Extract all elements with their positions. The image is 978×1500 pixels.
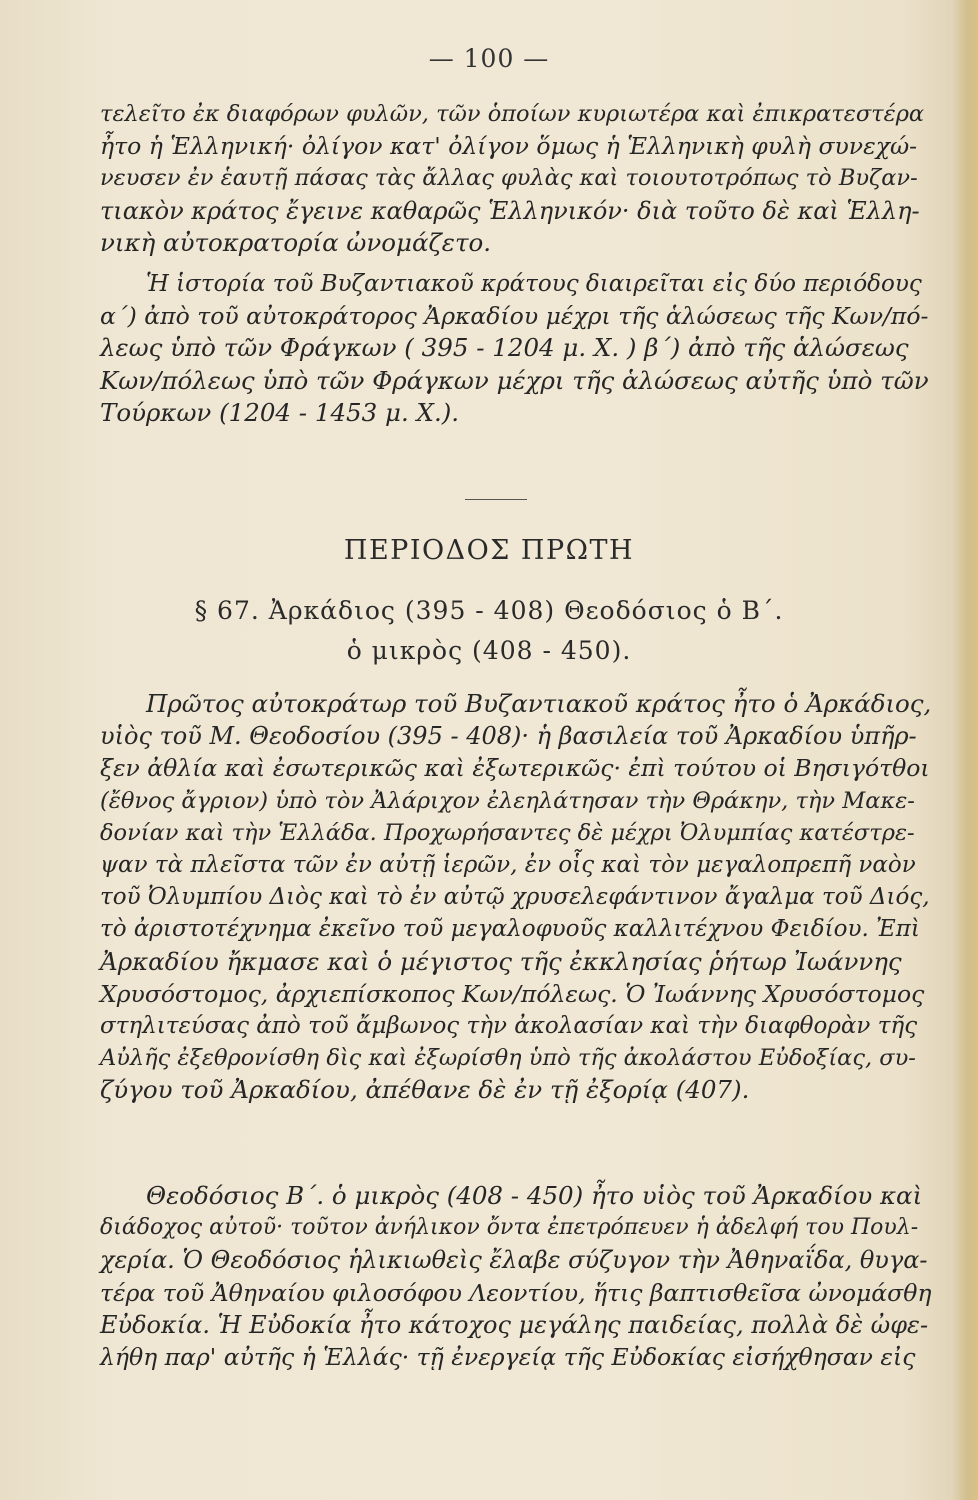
intro-paragraph	[100, 98, 930, 259]
text-line: Πρῶτος αὐτοκράτωρ τοῦ Βυζαντιακοῦ κράτος ἦτο ὁ Ἀρκάδιος,	[146, 689, 932, 718]
text-line: Εὐδοκία. Ἡ Εὐδοκία ἦτο κάτοχος μεγάλης παιδείας, πολλὰ δὲ ὠφε-	[100, 1310, 929, 1339]
text-line: τιακὸν κράτος ἔγεινε καθαρῶς Ἑλληνικόν· διὰ τοῦτο δὲ καὶ Ἑλλη-	[100, 196, 920, 225]
text-line: χερία. Ὁ Θεοδόσιος ἡλικιωθεὶς ἔλαβε σύζυγον τὴν Ἀθηναΐδα, θυγα-	[100, 1246, 928, 1275]
text-line: Αὐλῆς ἐξεθρονίσθη δὶς καὶ ἐξωρίσθη ὑπὸ τῆς ἀκολάστου Εὐδοξίας, συ-	[100, 1045, 916, 1072]
text-line: ἦτο ἡ Ἑλληνική· ὀλίγον κατ' ὀλίγον ὅμως ἡ Ἑλληνικὴ φυλὴ συνεχώ-	[100, 132, 918, 161]
section-title-line2: ὁ μικρὸς (408 - 450).	[346, 636, 632, 665]
text-line: Χρυσόστομος, ἀρχιεπίσκοπος Κων/πόλεως. Ὁ Ἰωάννης Χρυσόστομος	[100, 979, 925, 1008]
arcadius-paragraph	[100, 688, 930, 1107]
section-divider	[465, 499, 527, 500]
theodosius-paragraph	[100, 1180, 930, 1373]
text-line: λεως ὑπὸ τῶν Φράγκων ( 395 - 1204 μ. Χ. ) β΄) ἀπὸ τῆς ἁλώσεως	[100, 333, 909, 363]
text-line: ψαν τὰ πλεῖστα τῶν ἐν αὐτῇ ἱερῶν, ἐν οἷς καὶ τὸν μεγαλοπρεπῆ ναὸν	[100, 852, 916, 879]
text-line: νικὴ αὐτοκρατορία ὠνομάζετο.	[100, 227, 492, 257]
text-line: δονίαν καὶ τὴν Ἑλλάδα. Προχωρήσαντες δὲ μέχρι Ὀλυμπίας κατέστρε-	[100, 819, 915, 846]
text-line: α΄) ἀπὸ τοῦ αὐτοκράτορος Ἀρκαδίου μέχρι τῆς ἁλώσεως τῆς Κων/πό-	[100, 302, 929, 331]
section-title-line1: § 67. Ἀρκάδιος (395 - 408) Θεοδόσιος ὁ Β΄.	[194, 596, 784, 625]
text-line: ζύγου τοῦ Ἀρκαδίου, ἀπέθανε δὲ ἐν τῇ ἐξορίᾳ (407).	[100, 1075, 750, 1105]
text-line: διάδοχος αὐτοῦ· τοῦτον ἀνήλικον ὄντα ἐπετρόπευεν ἡ ἀδελφή του Πουλ-	[100, 1215, 919, 1241]
text-line: λήθη παρ' αὐτῆς ἡ Ἑλλάς· τῇ ἐνεργείᾳ τῆς Εὐδοκίας εἰσήχθησαν εἰς	[100, 1343, 916, 1372]
text-line: νευσεν ἐν ἑαυτῇ πάσας τὰς ἄλλας φυλὰς καὶ τοιουτοτρόπως τὸ Βυζαν-	[100, 165, 918, 192]
text-line: τέρα τοῦ Ἀθηναίου φιλοσόφου Λεοντίου, ἥτις βαπτισθεῖσα ὠνομάσθη	[100, 1278, 932, 1307]
text-line: Ἡ ἱστορία τοῦ Βυζαντιακοῦ κράτους διαιρεῖται εἰς δύο περιόδους	[146, 271, 922, 297]
text-line: Θεοδόσιος Β΄. ὁ μικρὸς (408 - 450) ἦτο υἱὸς τοῦ Ἀρκαδίου καὶ	[146, 1181, 923, 1210]
text-line: τοῦ Ὀλυμπίου Διὸς καὶ τὸ ἐν αὐτῷ χρυσελεφάντινον ἄγαλμα τοῦ Διός,	[100, 884, 930, 911]
text-line: τελεῖτο ἐκ διαφόρων φυλῶν, τῶν ὁποίων κυριωτέρα καὶ ἐπικρατεστέρα	[100, 101, 925, 127]
text-line: τὸ ἀριστοτέχνημα ἐκεῖνο τοῦ μεγαλοφυοῦς καλλιτέχνου Φειδίου. Ἐπὶ	[100, 916, 920, 943]
page-number: — 100 —	[428, 44, 550, 73]
page-edge	[952, 0, 978, 1500]
period-heading: ΠΕΡΙΟΔΟΣ ΠΡΩΤΗ	[343, 535, 635, 566]
text-line: Κων/πόλεως ὑπὸ τῶν Φράγκων μέχρι τῆς ἁλώσεως αὐτῆς ὑπὸ τῶν	[100, 365, 929, 395]
text-line: υἱὸς τοῦ Μ. Θεοδοσίου (395 - 408)· ἡ βασιλεία τοῦ Ἀρκαδίου ὑπῆρ-	[100, 722, 917, 751]
text-line: Ἀρκαδίου ἤκμασε καὶ ὁ μέγιστος τῆς ἐκκλησίας ῥήτωρ Ἰωάννης	[100, 946, 902, 976]
text-line: ξεν ἀθλία καὶ ἐσωτερικῶς καὶ ἐξωτερικῶς· ἐπὶ τούτου οἱ Βησιγότθοι	[100, 754, 930, 783]
text-line: (ἔθνος ἄγριον) ὑπὸ τὸν Ἀλάριχον ἐλεηλάτησαν τὴν Θράκην, τὴν Μακε-	[100, 787, 915, 814]
text-line: Τούρκων (1204 - 1453 μ. Χ.).	[100, 397, 460, 427]
periods-paragraph	[100, 268, 930, 429]
text-line: στηλιτεύσας ἀπὸ τοῦ ἄμβωνος τὴν ἀκολασίαν καὶ τὴν διαφθορὰν τῆς	[100, 1013, 918, 1040]
